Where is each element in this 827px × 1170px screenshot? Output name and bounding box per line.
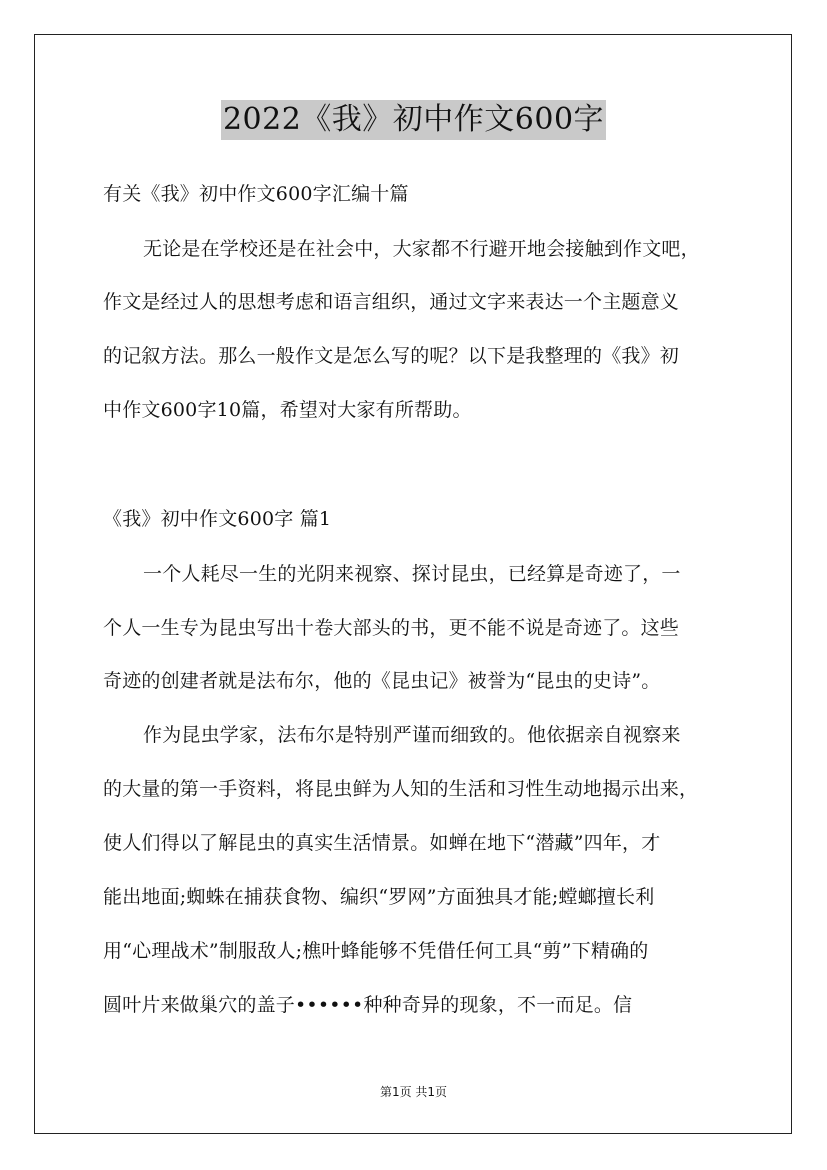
- paragraph-line: 作为昆虫学家，法布尔是特别严谨而细致的。他依据亲自视察来: [143, 724, 681, 746]
- paragraph-line: 奇迹的创建者就是法布尔，他的《昆虫记》被誉为“昆虫的史诗”。: [103, 670, 661, 692]
- paragraph-line: 用“心理战术”制服敌人;樵叶蜂能够不凭借任何工具“剪”下精确的: [103, 940, 649, 962]
- page-footer: 第1页 共1页: [379, 1085, 448, 1099]
- paragraph-line: 使人们得以了解昆虫的真实生活情景。如蝉在地下“潜藏”四年，才: [103, 832, 661, 854]
- section-heading: 《我》初中作文600字 篇1: [103, 508, 332, 530]
- document-subtitle: 有关《我》初中作文600字汇编十篇: [103, 183, 409, 205]
- intro-line: 无论是在学校还是在社会中，大家都不行避开地会接触到作文吧，: [143, 238, 700, 260]
- paragraph-line: 个人一生专为昆虫写出十卷大部头的书，更不能不说是奇迹了。这些: [103, 617, 680, 639]
- paragraph-line: 能出地面;蜘蛛在捕获食物、编织“罗网”方面独具才能;螳螂擅长利: [103, 886, 655, 908]
- paragraph-line: 的大量的第一手资料，将昆虫鲜为人知的生活和习性生动地揭示出来，: [103, 778, 699, 800]
- document-title: 2022《我》初中作文600字: [221, 100, 606, 140]
- intro-line: 中作文600字10篇，希望对大家有所帮助。: [103, 399, 472, 421]
- intro-line: 作文是经过人的思想考虑和语言组织，通过文字来表达一个主题意义: [103, 291, 680, 313]
- intro-line: 的记叙方法。那么一般作文是怎么写的呢？以下是我整理的《我》初: [103, 345, 680, 367]
- paragraph-line: 圆叶片来做巢穴的盖子••••••种种奇异的现象，不一而足。信: [103, 994, 633, 1016]
- paragraph-line: 一个人耗尽一生的光阴来视察、探讨昆虫，已经算是奇迹了，一: [143, 563, 681, 585]
- title-container: [0, 100, 827, 140]
